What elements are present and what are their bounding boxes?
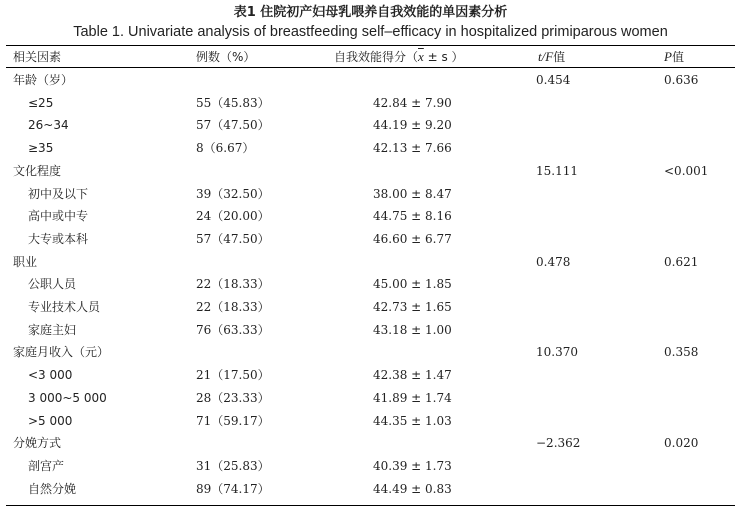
- row-factor-label: 公职人员: [28, 277, 77, 292]
- table-caption-chinese: 表1 住院初产妇母乳喂养自我效能的单因素分析: [233, 5, 508, 20]
- row-count-percent: 21（17.50）: [196, 368, 270, 383]
- table-caption-english: Table 1. Univariate analysis of breastfeeding self–efficacy in hospitalized primiparous women: [73, 24, 668, 40]
- row-factor-label: 年龄（岁）: [13, 73, 74, 87]
- row-score: 44.19 ± 9.20: [373, 118, 452, 133]
- header-p-suffix: 值: [671, 50, 684, 64]
- table-row-subgroup: [0, 480, 741, 503]
- row-score: 44.49 ± 0.83: [373, 481, 452, 496]
- table-row-factor: [0, 71, 741, 94]
- row-count-percent: 28（23.33）: [196, 390, 270, 405]
- row-score: 46.60 ± 6.77: [373, 231, 452, 246]
- table-row-subgroup: [0, 321, 741, 344]
- row-score: 40.39 ± 1.73: [373, 458, 452, 473]
- row-factor-label: 初中及以下: [28, 186, 89, 201]
- header-score-prefix: 自我效能得分（: [334, 50, 419, 64]
- table-row-factor: [0, 253, 741, 276]
- row-count-percent: 8（6.67）: [196, 141, 255, 156]
- row-count-percent: 31（25.83）: [196, 458, 270, 473]
- row-count-percent: 24（20.00）: [196, 209, 270, 224]
- row-count-percent: 55（45.83）: [196, 95, 270, 110]
- row-count-percent: 57（47.50）: [196, 118, 270, 133]
- table-row-factor: [0, 162, 741, 185]
- row-count-percent: 22（18.33）: [196, 277, 270, 292]
- table-header-rule: [6, 67, 735, 68]
- row-count-percent: 71（59.17）: [196, 413, 270, 428]
- row-factor-label: 自然分娩: [28, 481, 77, 496]
- table-row-subgroup: [0, 389, 741, 412]
- row-factor-label: 家庭主妇: [28, 322, 77, 337]
- row-score: 42.13 ± 7.66: [373, 141, 452, 156]
- header-t-f-value: [538, 47, 565, 67]
- table-row-subgroup: [0, 116, 741, 139]
- table-row-subgroup: [0, 298, 741, 321]
- row-score: 38.00 ± 8.47: [373, 186, 452, 201]
- row-p-value: 0.358: [664, 345, 699, 360]
- table-row-subgroup: [0, 275, 741, 298]
- header-t-f-symbol: t/F: [538, 49, 554, 64]
- row-p-value: 0.020: [664, 436, 699, 451]
- row-t-f-value: 15.111: [536, 163, 578, 178]
- header-self-efficacy-score: [334, 47, 464, 67]
- row-factor-label: 高中或中专: [28, 209, 89, 224]
- row-count-percent: 39（32.50）: [196, 186, 270, 201]
- table-row-subgroup: [0, 366, 741, 389]
- table-row-subgroup: [0, 185, 741, 208]
- row-score: 42.84 ± 7.90: [373, 95, 452, 110]
- row-score: 43.18 ± 1.00: [373, 322, 452, 337]
- row-score: 44.35 ± 1.03: [373, 413, 452, 428]
- row-score: 44.75 ± 8.16: [373, 209, 452, 224]
- table-row-subgroup: [0, 139, 741, 162]
- row-p-value: 0.636: [664, 73, 699, 87]
- row-score: 42.38 ± 1.47: [373, 368, 452, 383]
- row-factor-label: 分娩方式: [13, 436, 62, 451]
- row-factor-label: 剖宫产: [28, 458, 65, 473]
- row-factor-label: 职业: [13, 254, 38, 269]
- row-score: 45.00 ± 1.85: [373, 277, 452, 292]
- row-t-f-value: 10.370: [536, 345, 578, 360]
- table-row-subgroup: [0, 230, 741, 253]
- header-p-value: [664, 47, 684, 67]
- row-factor-label: ≤25: [28, 95, 54, 110]
- table-row-factor: [0, 434, 741, 457]
- row-count-percent: 89（74.17）: [196, 481, 270, 496]
- header-score-mean-symbol: $\overline{x}$: [418, 49, 424, 64]
- row-t-f-value: −2.362: [536, 436, 581, 451]
- table-row-factor: [0, 343, 741, 366]
- table-row-subgroup: [0, 207, 741, 230]
- row-t-f-value: 0.454: [536, 73, 571, 87]
- row-factor-label: >5 000: [28, 413, 73, 428]
- row-p-value: <0.001: [664, 163, 709, 178]
- row-count-percent: 57（47.50）: [196, 231, 270, 246]
- row-factor-label: <3 000: [28, 368, 73, 383]
- header-score-suffix: ± s ）: [423, 50, 464, 64]
- header-p-symbol: P: [664, 49, 672, 64]
- row-t-f-value: 0.478: [536, 254, 571, 269]
- row-factor-label: 文化程度: [13, 163, 62, 178]
- header-count-percent: 例数（%）: [196, 50, 256, 64]
- row-p-value: 0.621: [664, 254, 699, 269]
- table-row-subgroup: [0, 412, 741, 435]
- table-row-subgroup: [0, 457, 741, 480]
- row-count-percent: 22（18.33）: [196, 300, 270, 314]
- row-score: 42.73 ± 1.65: [373, 300, 452, 314]
- table-row-subgroup: [0, 94, 741, 117]
- row-factor-label: 大专或本科: [28, 231, 89, 246]
- row-factor-label: ≥35: [28, 141, 54, 156]
- row-factor-label: 家庭月收入（元）: [13, 345, 110, 360]
- table-top-rule: [6, 45, 735, 46]
- row-factor-label: 26~34: [28, 118, 69, 133]
- row-factor-label: 专业技术人员: [28, 300, 101, 314]
- header-factor: 相关因素: [13, 50, 62, 64]
- row-factor-label: 3 000~5 000: [28, 390, 107, 405]
- table-bottom-rule: [6, 505, 735, 506]
- row-count-percent: 76（63.33）: [196, 322, 270, 337]
- row-score: 41.89 ± 1.74: [373, 390, 452, 405]
- header-t-f-suffix: 值: [553, 50, 566, 64]
